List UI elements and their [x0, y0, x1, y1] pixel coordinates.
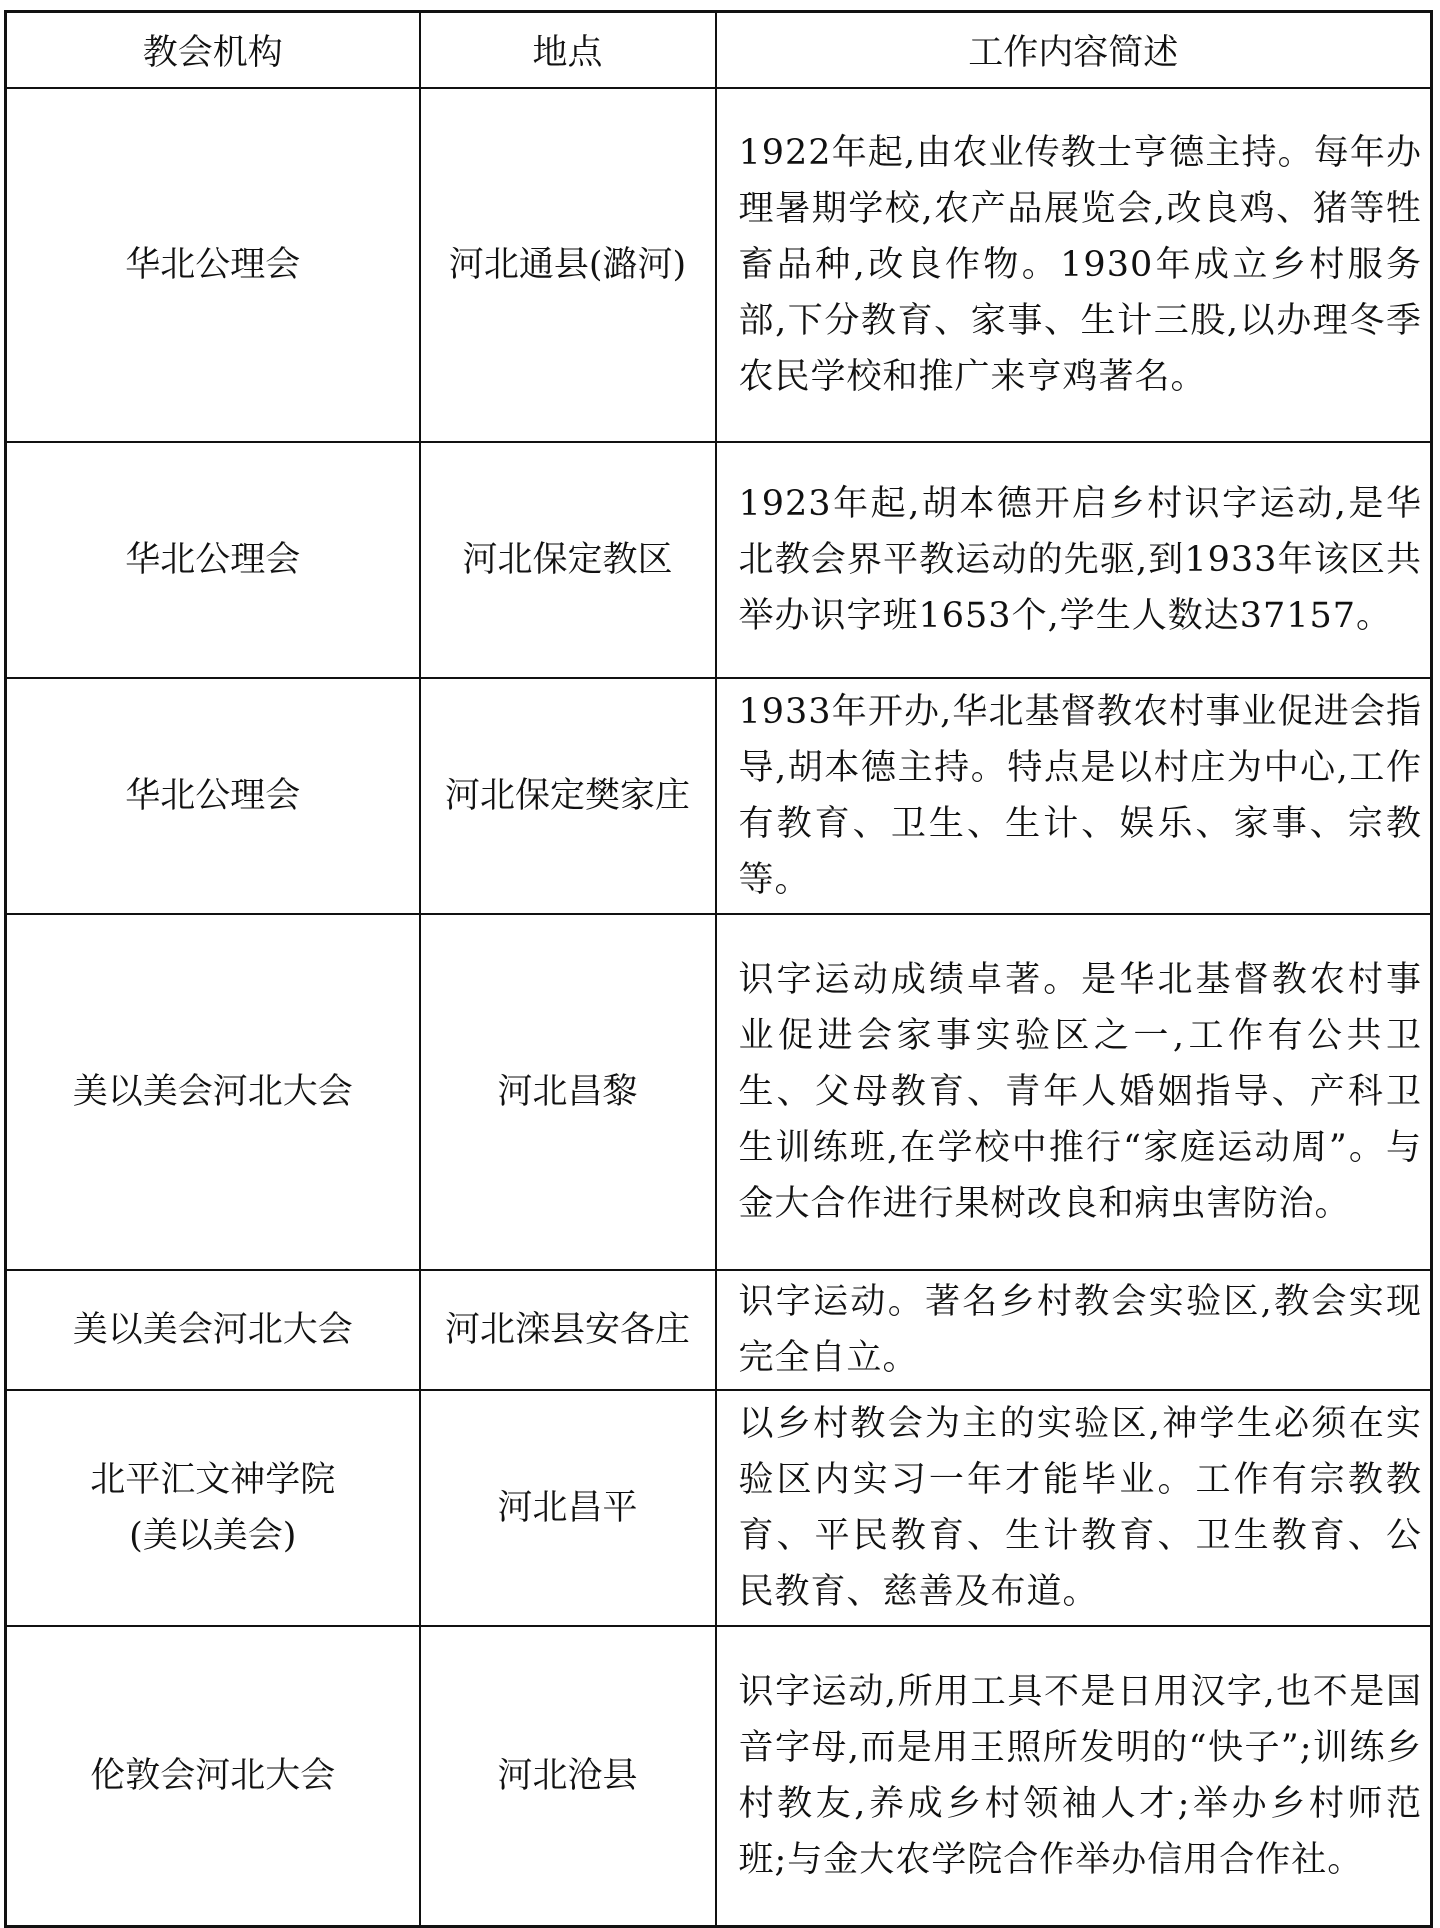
location-cell: 河北保定教区: [420, 442, 716, 678]
table-row: [6, 678, 1432, 914]
location-cell: 河北保定樊家庄: [420, 678, 716, 914]
table-header-row: [6, 12, 1432, 89]
table-row: [6, 88, 1432, 442]
table-row: [6, 1626, 1432, 1926]
description-cell: 识字运动,所用工具不是日用汉字,也不是国音字母,而是用王照所发明的“快子”;训练乡村教友,养成乡村领袖人才;举办乡村师范班;与金大农学院合作举办信用合作社。: [716, 1626, 1432, 1926]
mission-work-table: [4, 10, 1433, 1928]
org-cell: 华北公理会: [6, 678, 420, 914]
description-cell: 识字运动成绩卓著。是华北基督教农村事业促进会家事实验区之一,工作有公共卫生、父母教育、青年人婚姻指导、产科卫生训练班,在学校中推行“家庭运动周”。与金大合作进行果树改良和病虫害防治。: [716, 914, 1432, 1270]
table-row: [6, 1390, 1432, 1626]
header-location: 地点: [420, 12, 716, 89]
org-cell: [6, 1390, 420, 1626]
description-cell: 1933年开办,华北基督教农村事业促进会指导,胡本德主持。特点是以村庄为中心,工作有教育、卫生、生计、娱乐、家事、宗教等。: [716, 678, 1432, 914]
org-cell: 美以美会河北大会: [6, 914, 420, 1270]
location-cell: 河北昌平: [420, 1390, 716, 1626]
table-row: [6, 1270, 1432, 1390]
location-cell: 河北通县(潞河): [420, 88, 716, 442]
org-cell: 伦敦会河北大会: [6, 1626, 420, 1926]
location-cell: 河北沧县: [420, 1626, 716, 1926]
description-cell: 以乡村教会为主的实验区,神学生必须在实验区内实习一年才能毕业。工作有宗教教育、平民教育、生计教育、卫生教育、公民教育、慈善及布道。: [716, 1390, 1432, 1626]
description-cell: 1923年起,胡本德开启乡村识字运动,是华北教会界平教运动的先驱,到1933年该区共举办识字班1653个,学生人数达37157。: [716, 442, 1432, 678]
table-row: [6, 442, 1432, 678]
org-name: 北平汇文神学院: [90, 1460, 336, 1500]
org-cell: 华北公理会: [6, 442, 420, 678]
location-cell: 河北昌黎: [420, 914, 716, 1270]
location-cell: 河北滦县安各庄: [420, 1270, 716, 1390]
description-cell: 1922年起,由农业传教士亨德主持。每年办理暑期学校,农产品展览会,改良鸡、猪等牲畜品种,改良作物。1930年成立乡村服务部,下分教育、家事、生计三股,以办理冬季农民学校和推广来亨鸡著名。: [716, 88, 1432, 442]
org-cell: 美以美会河北大会: [6, 1270, 420, 1390]
org-subname: (美以美会): [129, 1516, 297, 1556]
description-cell: 识字运动。著名乡村教会实验区,教会实现完全自立。: [716, 1270, 1432, 1390]
table-row: [6, 914, 1432, 1270]
header-org: 教会机构: [6, 12, 420, 89]
header-description: 工作内容简述: [716, 12, 1432, 89]
org-cell: 华北公理会: [6, 88, 420, 442]
